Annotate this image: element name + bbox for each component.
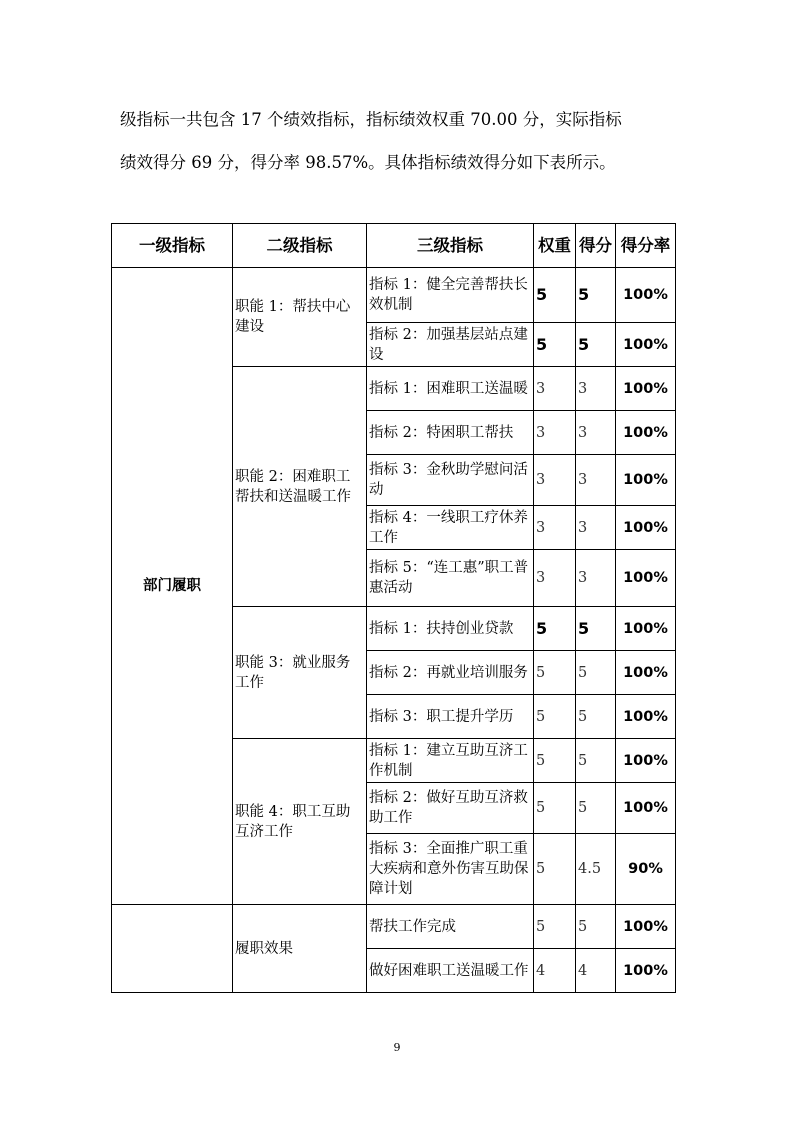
weight-cell: 3 xyxy=(534,506,576,550)
header-level1: 一级指标 xyxy=(112,224,233,268)
score-cell: 3 xyxy=(576,367,616,411)
weight-cell: 4 xyxy=(534,949,576,993)
rate-cell: 100% xyxy=(616,506,676,550)
weight-cell: 5 xyxy=(534,783,576,834)
rate-cell: 100% xyxy=(616,905,676,949)
page-number: 9 xyxy=(393,1041,401,1054)
level2-cell: 职能 4：职工互助互济工作 xyxy=(233,739,367,905)
rate-cell: 100% xyxy=(616,323,676,367)
level2-cell: 履职效果 xyxy=(233,905,367,993)
score-cell: 5 xyxy=(576,323,616,367)
header-level3: 三级指标 xyxy=(367,224,534,268)
weight-cell: 3 xyxy=(534,411,576,455)
score-cell: 4.5 xyxy=(576,834,616,905)
indicator-cell: 指标 5：“连工惠”职工普惠活动 xyxy=(367,550,534,607)
indicator-cell: 指标 1：建立互助互济工作机制 xyxy=(367,739,534,783)
weight-cell: 5 xyxy=(534,323,576,367)
level2-cell: 职能 1：帮扶中心建设 xyxy=(233,268,367,367)
score-cell: 5 xyxy=(576,268,616,323)
weight-cell: 5 xyxy=(534,268,576,323)
rate-cell: 100% xyxy=(616,607,676,651)
indicator-cell: 指标 3：金秋助学慰问活动 xyxy=(367,455,534,506)
rate-cell: 100% xyxy=(616,783,676,834)
weight-cell: 5 xyxy=(534,695,576,739)
score-cell: 5 xyxy=(576,607,616,651)
header-score: 得分 xyxy=(576,224,616,268)
score-cell: 3 xyxy=(576,506,616,550)
score-cell: 3 xyxy=(576,455,616,506)
weight-cell: 5 xyxy=(534,905,576,949)
rate-cell: 100% xyxy=(616,411,676,455)
table-header-row xyxy=(112,224,676,268)
score-cell: 5 xyxy=(576,739,616,783)
rate-cell: 100% xyxy=(616,695,676,739)
indicator-cell: 指标 2：再就业培训服务 xyxy=(367,651,534,695)
level2-cell: 职能 3：就业服务工作 xyxy=(233,607,367,739)
rate-cell: 100% xyxy=(616,739,676,783)
score-cell: 4 xyxy=(576,949,616,993)
indicator-cell: 指标 4：一线职工疗休养工作 xyxy=(367,506,534,550)
indicator-cell: 指标 1：困难职工送温暖 xyxy=(367,367,534,411)
weight-cell: 5 xyxy=(534,607,576,651)
rate-cell: 100% xyxy=(616,455,676,506)
indicator-cell: 帮扶工作完成 xyxy=(367,905,534,949)
rate-cell: 100% xyxy=(616,367,676,411)
rate-cell: 90% xyxy=(616,834,676,905)
indicator-cell: 做好困难职工送温暖工作 xyxy=(367,949,534,993)
weight-cell: 3 xyxy=(534,455,576,506)
rate-cell: 100% xyxy=(616,550,676,607)
level1-cell xyxy=(112,905,233,993)
score-cell: 5 xyxy=(576,651,616,695)
score-cell: 5 xyxy=(576,695,616,739)
body-paragraph-line-2: 绩效得分 69 分，得分率 98.57%。具体指标绩效得分如下表所示。 xyxy=(120,153,616,172)
indicator-cell: 指标 2：特困职工帮扶 xyxy=(367,411,534,455)
level2-cell: 职能 2：困难职工帮扶和送温暖工作 xyxy=(233,367,367,607)
score-cell: 3 xyxy=(576,411,616,455)
score-cell: 5 xyxy=(576,783,616,834)
performance-table xyxy=(111,223,676,993)
indicator-cell: 指标 2：做好互助互济救助工作 xyxy=(367,783,534,834)
weight-cell: 3 xyxy=(534,550,576,607)
indicator-cell: 指标 3：全面推广职工重大疾病和意外伤害互助保障计划 xyxy=(367,834,534,905)
indicator-cell: 指标 1：健全完善帮扶长效机制 xyxy=(367,268,534,323)
rate-cell: 100% xyxy=(616,651,676,695)
weight-cell: 3 xyxy=(534,367,576,411)
table-row xyxy=(112,268,676,323)
rate-cell: 100% xyxy=(616,268,676,323)
rate-cell: 100% xyxy=(616,949,676,993)
indicator-cell: 指标 2：加强基层站点建设 xyxy=(367,323,534,367)
body-paragraph-line-1: 级指标一共包含 17 个绩效指标，指标绩效权重 70.00 分，实际指标 xyxy=(120,110,622,129)
header-level2: 二级指标 xyxy=(233,224,367,268)
indicator-cell: 指标 3：职工提升学历 xyxy=(367,695,534,739)
weight-cell: 5 xyxy=(534,834,576,905)
table-row xyxy=(112,905,676,949)
header-weight: 权重 xyxy=(534,224,576,268)
level1-cell: 部门履职 xyxy=(112,268,233,905)
weight-cell: 5 xyxy=(534,651,576,695)
header-rate: 得分率 xyxy=(616,224,676,268)
weight-cell: 5 xyxy=(534,739,576,783)
score-cell: 3 xyxy=(576,550,616,607)
score-cell: 5 xyxy=(576,905,616,949)
indicator-cell: 指标 1：扶持创业贷款 xyxy=(367,607,534,651)
